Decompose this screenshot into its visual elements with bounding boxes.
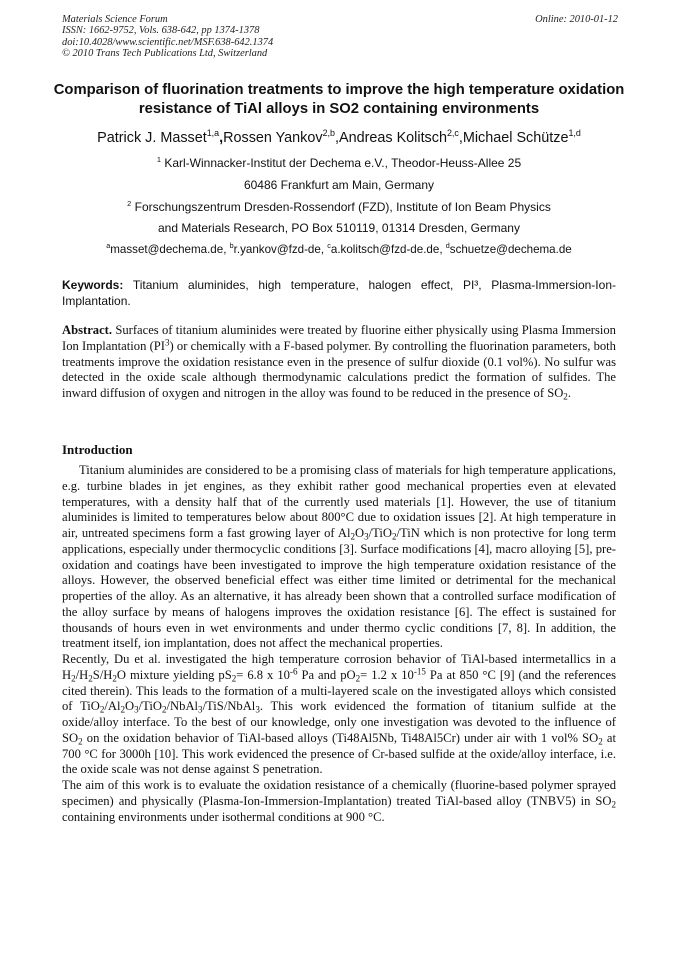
affiliation-1-address: 60486 Frankfurt am Main, Germany <box>243 178 435 192</box>
journal-issn: ISSN: 1662-9752, Vols. 638-642, pp 1374-1378 <box>62 25 260 37</box>
journal-name: Materials Science Forum <box>62 14 168 25</box>
paper-title: Comparison of fluorination treatments to improve the high temperature oxidation resistance of TiAl alloys in SO2 containing environments <box>53 82 625 117</box>
email-list: $^a$masset@dechema.de, $^b$r.yankov@fzd-de, $^c$a.kolitsch@fzd-de.de, $^d$schuetze@dechema.de <box>106 240 572 256</box>
journal-copyright: © 2010 Trans Tech Publications Ltd, Switzerland <box>62 47 268 59</box>
online-date: Online: 2010-01-12 <box>535 14 618 25</box>
author-name: Patrick J. Masset <box>97 130 207 146</box>
abstract-label: Abstract. <box>62 323 113 337</box>
author-name: Michael Schütze <box>462 130 569 146</box>
email-link[interactable]: a.kolitsch@fzd-de.de <box>330 243 440 256</box>
keywords-text: Titanium aluminides, high temperature, halogen effect, PI³, Plasma-Immersion-Ion-Implantation. <box>62 278 616 308</box>
author-list: Patrick J. Masset$^{1,a}$,Rossen Yankov$^{2,b}$,Andreas Kolitsch$^{2,c}$,Michael Schütze$^{1,d}$ <box>97 127 581 146</box>
paragraph: Recently, Du et al. investigated the high temperature corrosion behavior of TiAl-based intermetallics in a $H_2/H_2S/H_2O$ mixture yielding $pS_2= 6.8$ x $10^{-6}$ Pa and $pO_2= 1.2$ x $10^{-15}$ Pa at 850 °C [9] (and the references cited therein). This leads to the formation of a multi-layered scale on the investigated alloys which consisted of $TiO_2/Al_2O_3/TiO_2/NbAl_3/TiS/NbAl_3$. This work evidenced the formation of titanium sulfide at the oxide/alloy interface. To the best of our knowledge, only one investigation was devoted to the influence of $SO_2$ on the oxidation behavior of TiAl-based alloys (Ti48Al5Nb, Ti48Al5Cr) under air with 1 vol% $SO_2$ at 700 °C for 3000h [10]. This work evidenced the presence of Cr-based sulfide at the oxide/alloy interface, i.e. the oxide scale was not dense against S penetration. <box>62 652 616 777</box>
section-heading: Introduction <box>62 442 133 457</box>
keywords-label: Keywords: <box>62 278 124 292</box>
journal-masthead <box>62 14 618 59</box>
introduction-body <box>62 463 616 825</box>
keywords <box>62 278 616 309</box>
author-name: Andreas Kolitsch <box>338 130 447 146</box>
paragraph: The aim of this work is to evaluate the oxidation resistance of a chemically (fluorine-based polymer sprayed specimen) and physically (Plasma-Ion-Immersion-Implantation) treated TiAl-based alloy (TNBV5) in $SO_2$ containing environments under isothermal conditions at 900 °C. <box>62 778 616 824</box>
affiliation-2: $^2$ Forschungszentrum Dresden-Rossendorf (FZD), Institute of Ion Beam Physics <box>127 198 551 214</box>
journal-doi: doi:10.4028/www.scientific.net/MSF.638-642.1374 <box>62 36 274 48</box>
affiliation-1: $^1$ Karl-Winnacker-Institut der Dechema e.V., Theodor-Heuss-Allee 25 <box>156 154 522 170</box>
abstract: Abstract. Surfaces of titanium aluminides were treated by fluorine either physically using Plasma Immersion Ion Implantation $(PI^3)$ or chemically with a F-based polymer. By controlling the fluorination parameters, both treatments improve the oxidation resistance even in the presence of sulfur dioxide (0.1 vol%). No sulfur was detected in the oxide scale although thermodynamic calculations predict the formation of sulfides. The inward diffusion of oxygen and nitrogen in the alloy was found to be reduced in the presence of $SO_2$. <box>62 323 616 402</box>
author-name: Rossen Yankov <box>223 130 323 146</box>
affiliation-2-address: and Materials Research, PO Box 510119, 01314 Dresden, Germany <box>158 221 520 235</box>
email-link[interactable]: r.yankov@fzd-de <box>233 243 321 256</box>
email-link[interactable]: masset@dechema.de <box>110 243 224 256</box>
email-link[interactable]: schuetze@dechema.de <box>449 243 572 256</box>
paragraph: Titanium aluminides are considered to be a promising class of materials for high temperature applications, e.g. turbine blades in jet engines, as they exhibit rather good mechanical properties even at elevated temperatures, with a density half that of the currently used materials [1]. However, the use of titanium aluminides is limited to temperatures below about 800°C due to oxidation issues [2]. At high temperature in air, untreated specimens form a fast growing layer of $Al_2O_3/TiO_2$/TiN which is non protective for long term applications, especially under thermocyclic conditions [3]. Surface modifications [4], macro alloying [5], pre-oxidation and coatings have been investigated to improve the high temperature oxidation resistance of the alloys. However, the observed beneficial effect was either time limited or detrimental for the mechanical properties of the alloy. As an alternative, it has already been shown that a controlled surface modification of the alloy surface by means of halogens improves the oxidation resistance [6]. The effect is sustained for thousands of hours even in wet environments and under thermo cyclic conditions [7, 8]. In addition, the treatment itself, ion implantation, does not affect the mechanical properties. <box>62 463 616 651</box>
